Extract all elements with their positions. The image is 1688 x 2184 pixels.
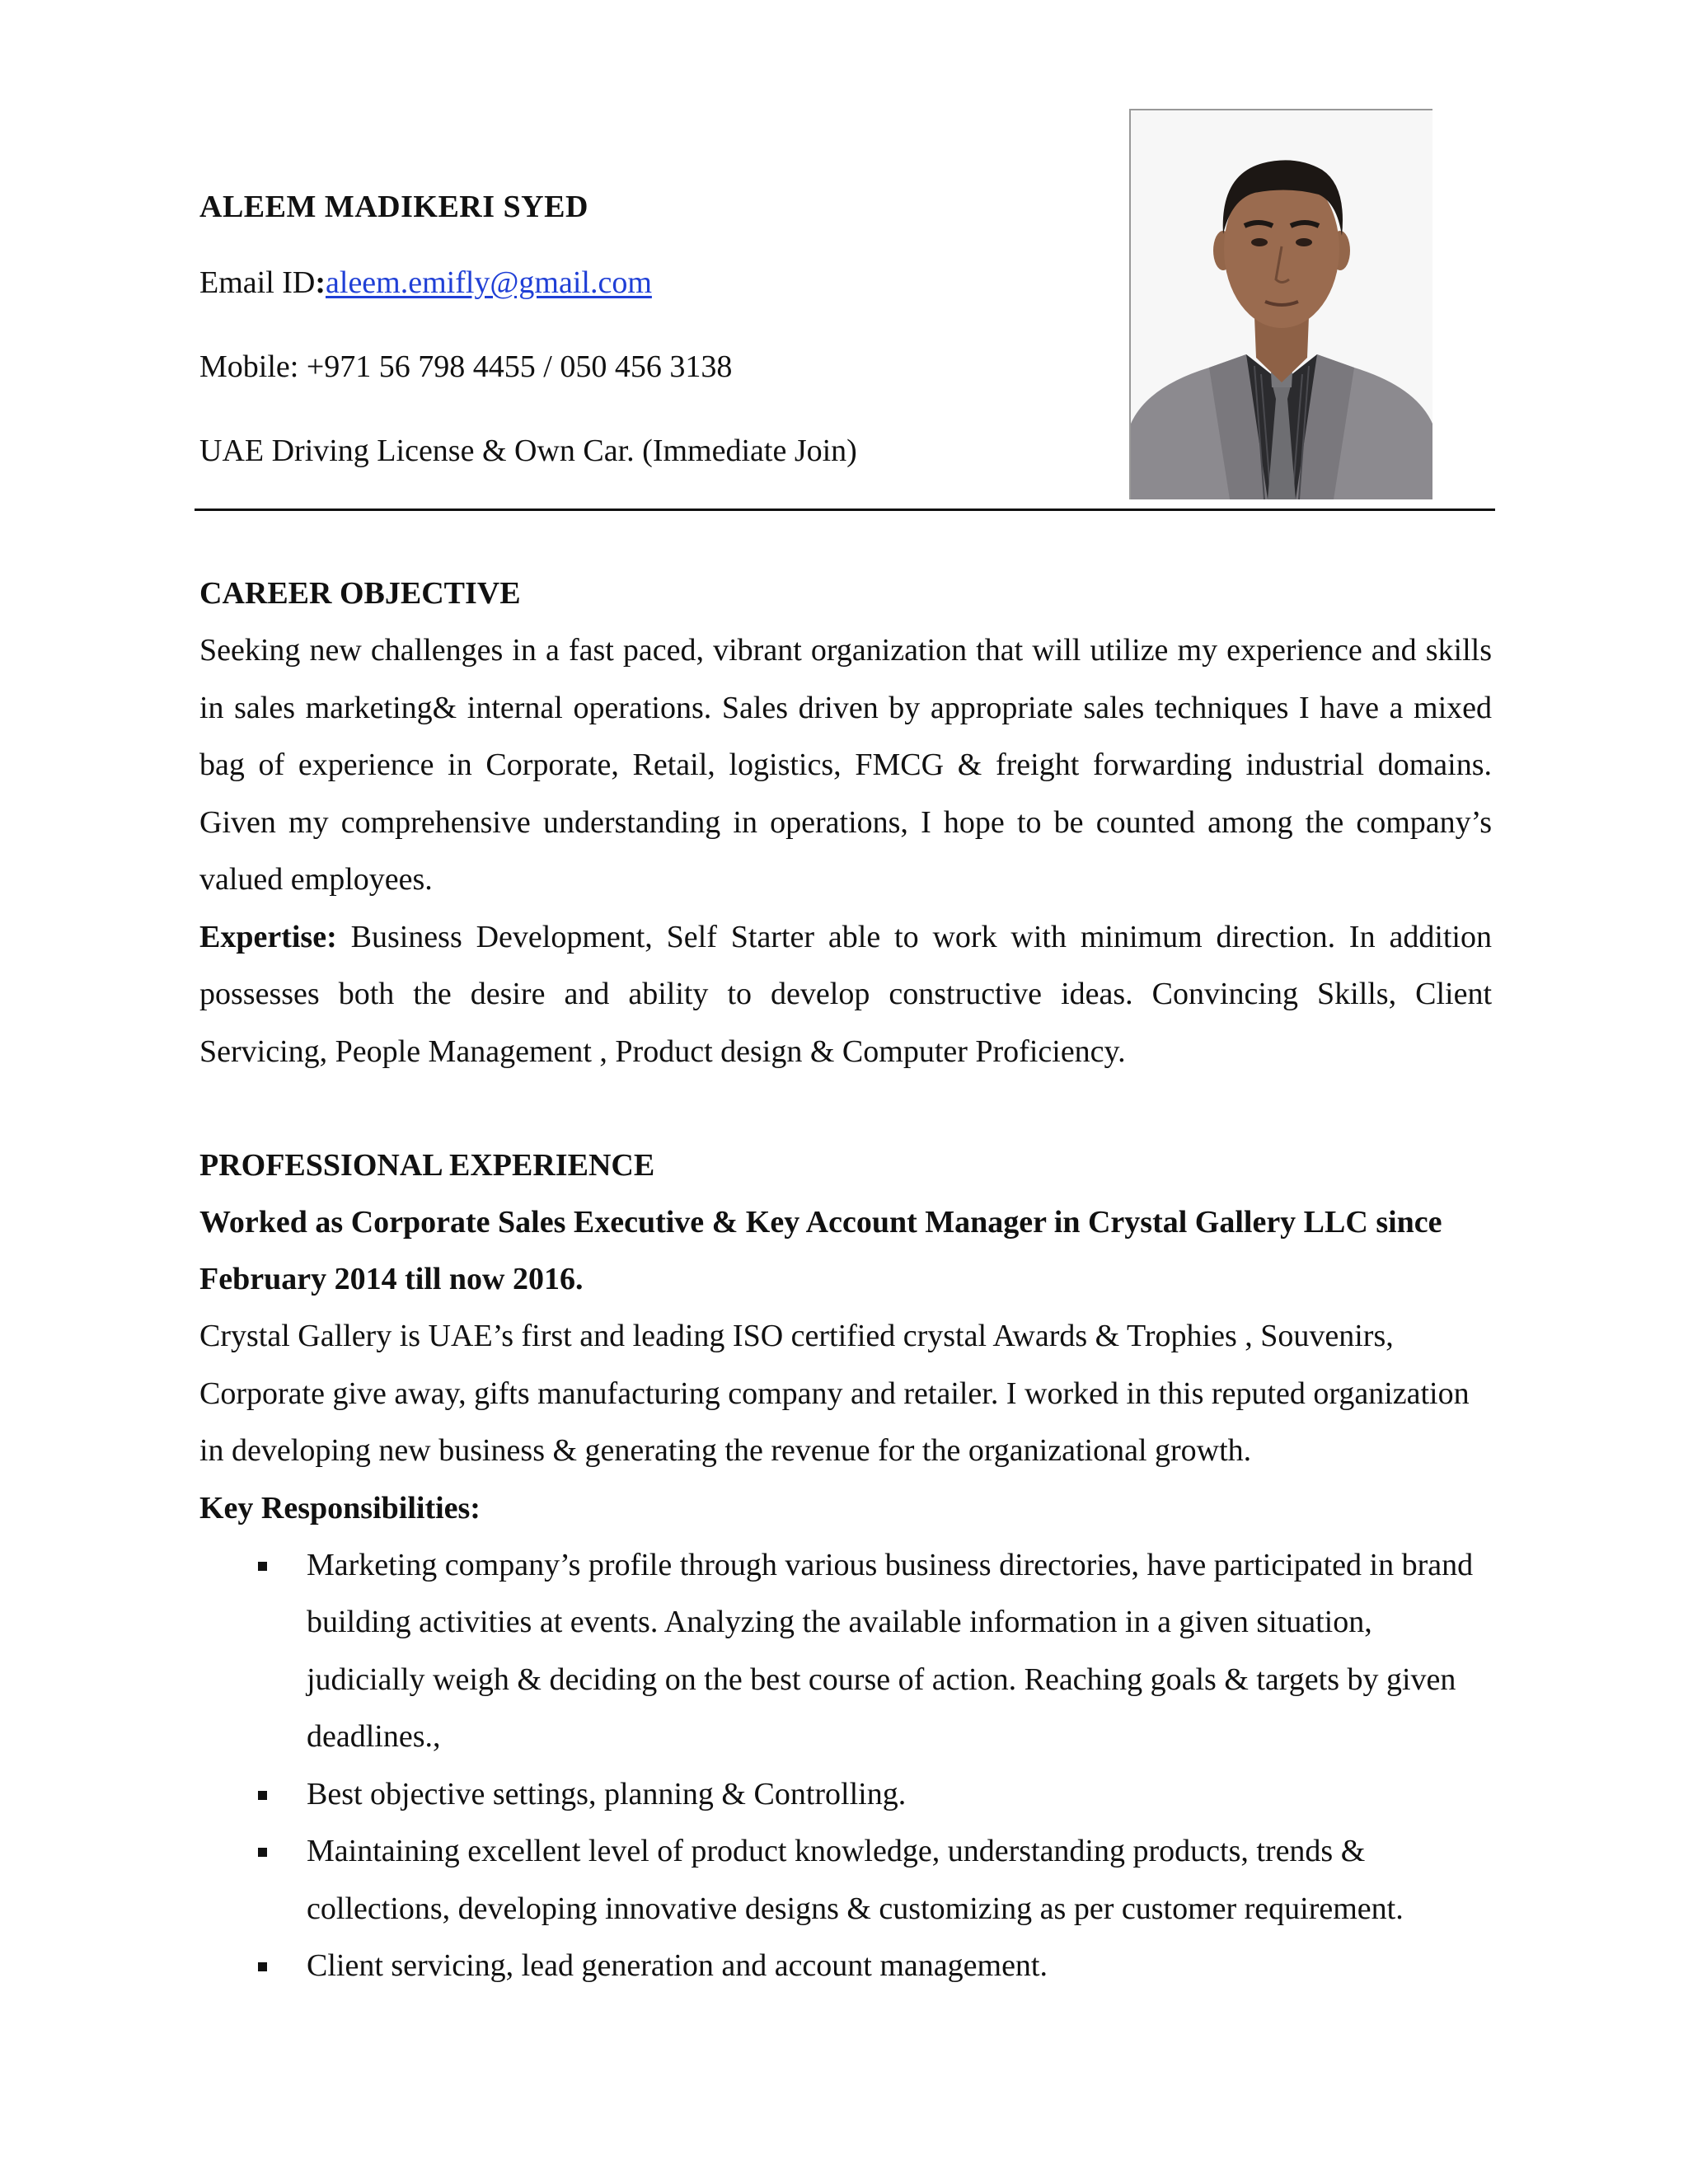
- responsibility-text: Marketing company’s profile through various business directories, have participated in brand building activities at events. Analyzing the available information in a given situation, judicially weigh & deciding on the best course of action. Reaching goals & targets by given deadlines.,: [307, 1547, 1474, 1754]
- expertise-label: Expertise:: [199, 919, 337, 954]
- resume-body: [199, 565, 1492, 1995]
- profile-photo: [1129, 109, 1432, 499]
- job-title: Worked as Corporate Sales Executive & Key Account Manager in Crystal Gallery LLC since February 2014 till now 2016.: [199, 1205, 1442, 1296]
- mobile-number: Mobile: +971 56 798 4455 / 050 456 3138: [199, 349, 733, 384]
- contact-header: [199, 191, 1106, 466]
- email-label: Email ID: [199, 265, 316, 300]
- email-colon: :: [315, 265, 326, 300]
- list-item: [199, 1766, 1492, 1824]
- experience-title: PROFESSIONAL EXPERIENCE: [199, 1148, 655, 1183]
- square-bullet-icon: [258, 1962, 267, 1971]
- responsibilities-label: Key Responsibilities:: [199, 1490, 481, 1526]
- career-objective-title: CAREER OBJECTIVE: [199, 576, 521, 611]
- responsibility-text: Client servicing, lead generation and account management.: [307, 1948, 1048, 1983]
- responsibility-text: Maintaining excellent level of product knowledge, understanding products, trends & collections, developing innovative designs & customizing as per customer requirement.: [307, 1834, 1404, 1926]
- expertise-paragraph: [199, 909, 1492, 1081]
- section-spacer: [199, 1080, 1492, 1137]
- company-description: Crystal Gallery is UAE’s first and leading ISO certified crystal Awards & Trophies , Souvenirs, Corporate give away, gifts manufacturing company and retailer. I worked in this reputed organization in developing new business & generating the revenue for the organizational growth.: [199, 1319, 1470, 1468]
- email-link[interactable]: aleem.emifly@gmail.com: [326, 265, 652, 300]
- responsibility-text: Best objective settings, planning & Controlling.: [307, 1776, 907, 1811]
- list-item: [199, 1938, 1492, 1995]
- portrait-photo-icon: [1131, 110, 1432, 499]
- header-divider: [195, 509, 1495, 511]
- list-item: [199, 1823, 1492, 1938]
- square-bullet-icon: [258, 1848, 267, 1857]
- candidate-name: ALEEM MADIKERI SYED: [199, 190, 588, 224]
- driving-license-note: UAE Driving License & Own Car. (Immediate Join): [199, 434, 857, 468]
- responsibilities-list: [199, 1537, 1492, 1995]
- square-bullet-icon: [258, 1791, 267, 1800]
- email-line: [199, 267, 1106, 298]
- square-bullet-icon: [258, 1562, 267, 1571]
- expertise-text: Business Development, Self Starter able to work with minimum direction. In addition possesses both the desire and ability to develop constructive ideas. Convincing Skills, Client Servicing, People Management , Product design & Computer Proficiency.: [199, 919, 1492, 1069]
- list-item: [199, 1537, 1492, 1766]
- career-objective-text: Seeking new challenges in a fast paced, vibrant organization that will utilize my experience and skills in sales marketing& internal operations. Sales driven by appropriate sales techniques I have a mixed bag of experience in Corporate, Retail, logistics, FMCG & freight forwarding industrial domains. Given my comprehensive understanding in operations, I hope to be counted among the company’s valued employees.: [199, 633, 1492, 897]
